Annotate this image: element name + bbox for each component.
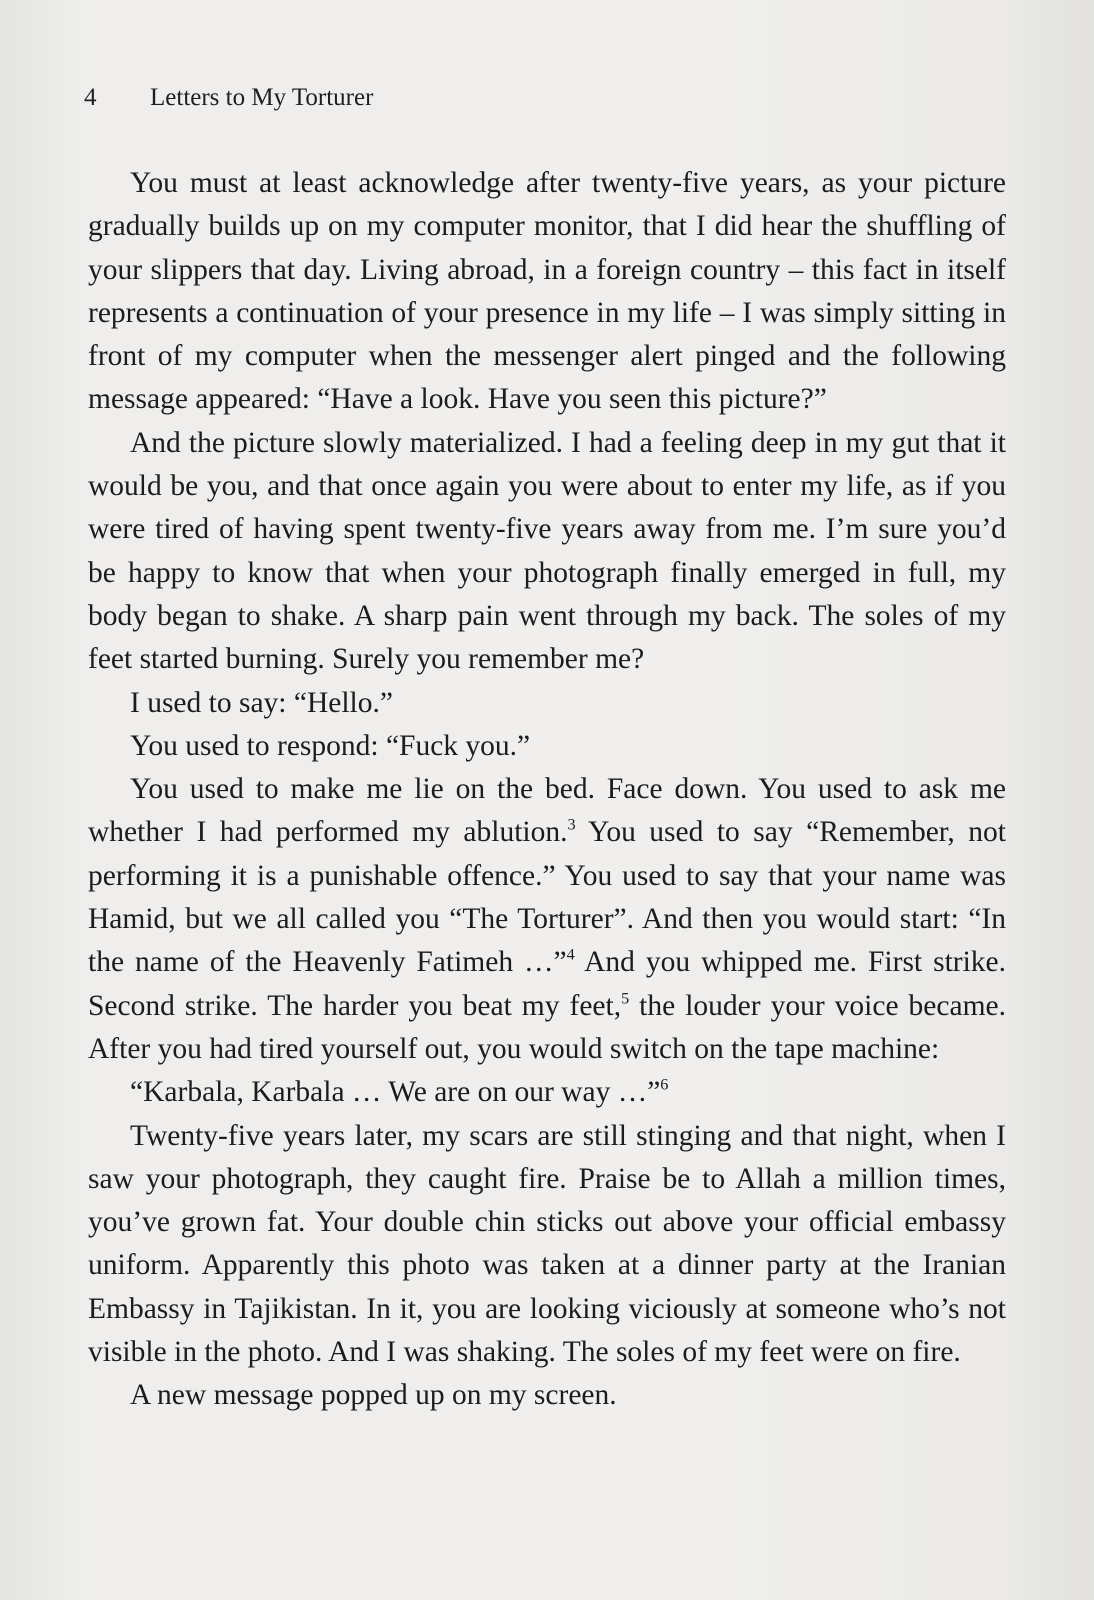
paragraph	[88, 1374, 1006, 1417]
paragraph-text: You used to say “Remember, not performing it is a punishable offence.” You used to say that your name was Hamid, but we all called you “The Torturer”. And then you would start: “In the name of the Heavenly Fatimeh …”	[88, 816, 1006, 979]
paragraph	[88, 162, 1006, 422]
paragraph-text: “Karbala, Karbala … We are on our way …”	[130, 1076, 661, 1109]
paragraph	[88, 725, 1006, 768]
paragraph-text: And the picture slowly materialized. I had a feeling deep in my gut that it would be you, and that once again you were about to enter my life, as if you were tired of having spent twenty-five years away from me. I’m sure you’d be happy to know that when your photograph finally emerged in full, my body began to shake. A sharp pain went through my back. The soles of my feet started burning. Surely you remember me?	[88, 426, 1006, 676]
paragraph-text: Twenty-five years later, my scars are still stinging and that night, when I saw your photograph, they caught fire. Praise be to Allah a million times, you’ve grown fat. Your double chin sticks out above your official embassy uniform. Apparently this photo was taken at a dinner party at the Iranian Embassy in Tajikistan. In it, you are looking viciously at someone who’s not visible in the photo. And I was shaking. The soles of my feet were on fire.	[88, 1119, 1006, 1369]
paragraph-text: And you whipped me. First strike. Second strike. The harder you beat my feet,	[88, 946, 1006, 1022]
page-number: 4	[84, 84, 97, 111]
paragraph-text: the louder your voice became. After you had tired yourself out, you would switch on the tape machine:	[88, 989, 1006, 1065]
paragraph-text: You used to respond: “Fuck you.”	[130, 729, 531, 762]
paragraph	[88, 682, 1006, 725]
paragraph-text: I used to say: “Hello.”	[130, 686, 393, 719]
paragraph-text: You must at least acknowledge after twenty-five years, as your picture gradually builds up on my computer monitor, that I did hear the shuffling of your slippers that day. Living abroad, in a foreign country – this fact in itself represents a continuation of your presence in my life – I was simply sitting in front of my computer when the messenger alert pinged and the following message appeared: “Have a look. Have you seen this picture?”	[88, 167, 1006, 416]
footnote-marker: 4	[566, 946, 575, 964]
paragraph	[88, 1071, 1006, 1114]
footnote-marker: 6	[660, 1075, 669, 1094]
paragraph	[88, 422, 1006, 682]
body-text	[88, 162, 1006, 1418]
paragraph	[88, 768, 1006, 1071]
footnote-marker: 3	[567, 816, 576, 835]
paragraph-text: A new message popped up on my screen.	[130, 1379, 617, 1412]
paragraph-text: You used to make me lie on the bed. Face down. You used to ask me whether I had performed my ablution.	[88, 773, 1006, 849]
footnote-marker: 5	[621, 989, 630, 1008]
running-title: Letters to My Torturer	[150, 84, 374, 111]
paragraph	[88, 1115, 1006, 1375]
running-head	[84, 84, 373, 112]
